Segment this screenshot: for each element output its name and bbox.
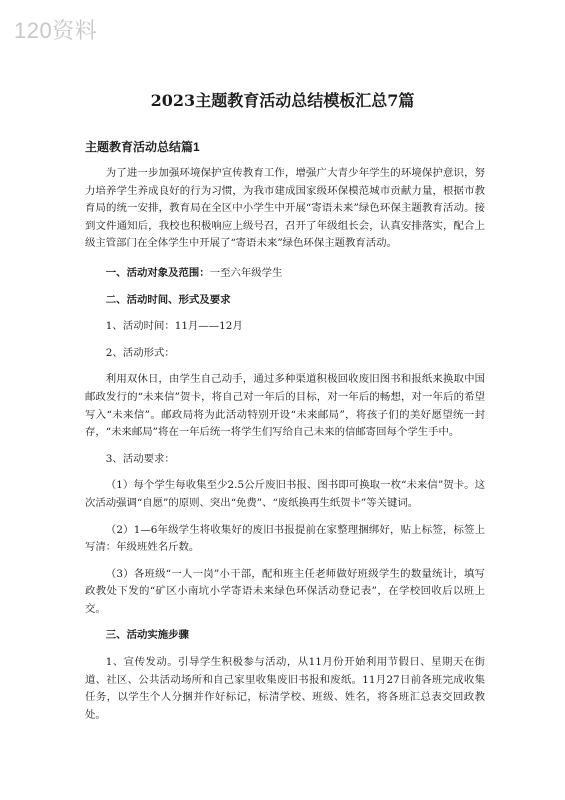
watermark-logo: 120资料 [14, 18, 98, 43]
requirement-3: （3）各班级“一人一岗”小干部，配和班主任老师做好班级学生的数量统计，填写政教处下发的“矿区小南坑小学寄语未来绿色环保活动登记表”，在学校回收后以班上交。 [85, 567, 485, 615]
step-1-paragraph: 1、宣传发动。引导学生积极参与活动，从11月份开始利用节假日、星期天在街道、社区、公共活动场所和自己家里收集废旧书报和废纸。11月27日前各班完成收集任务，以学生个人分捆并作好标记，标清学校、班级、姓名，将各班汇总表交回政教处。 [85, 656, 485, 721]
heading-scope-label: 一、活动对象及范围： [105, 267, 210, 279]
requirement-1: （1）每个学生每收集至少2.5公斤废旧书报、图书即可换取一枚“未来信”贺卡。这次活动强调“自愿”的原则、突出“免费”、“废纸换再生纸贺卡”等关键词。 [85, 479, 485, 509]
activity-requirement-line: 3、活动要求： [105, 452, 175, 465]
document-body [85, 165, 485, 724]
activity-form-line: 2、活动形式： [105, 346, 175, 359]
section-title: 主题教育活动总结篇1 [85, 140, 200, 154]
heading-scope-value: 一至六年级学生 [209, 266, 283, 279]
heading-steps: 三、活动实施步骤 [105, 630, 189, 642]
intro-paragraph: 为了进一步加强环境保护宣传教育工作，增强广大青少年学生的环境保护意识，努力培养学生养成良好的行为习惯，为我市建成国家级环保模范城市贡献力量，根据市教育局的统一安排，教育局在全区中小学生中开展“寄语未来”绿色环保主题教育活动。接到文件通知后，我校也积极响应上级号召，召开了年级组长会，认真安排落实，配合上级主管部门在全体学生中开展了“寄语未来”绿色环保主题教育活动。 [85, 167, 485, 250]
heading-scope [85, 265, 485, 283]
activity-time-line: 1、活动时间：11月——12月 [105, 320, 243, 333]
heading-time-form: 二、活动时间、形式及要求 [105, 294, 231, 306]
requirement-2: （2）1—6年级学生将收集好的废旧书报提前在家整理捆绑好，贴上标签，标签上写清：年级班姓名斤数。 [85, 523, 485, 554]
activity-form-paragraph: 利用双休日，由学生自己动手，通过多种渠道积极回收废旧图书和报纸来换取中国邮政发行的“未来信”贺卡，将自己对一年后的目标，对一年后的畅想，对一年后的希望写入“未来信”。邮政局将为此活动特别开设“未来邮局”，将孩子们的美好愿望统一封存，“未来邮局”将在一年后统一将学生们写给自己未来的信邮寄回每个学生手中。 [85, 373, 485, 439]
document-title: 2023主题教育活动总结模板汇总7篇 [150, 91, 415, 110]
